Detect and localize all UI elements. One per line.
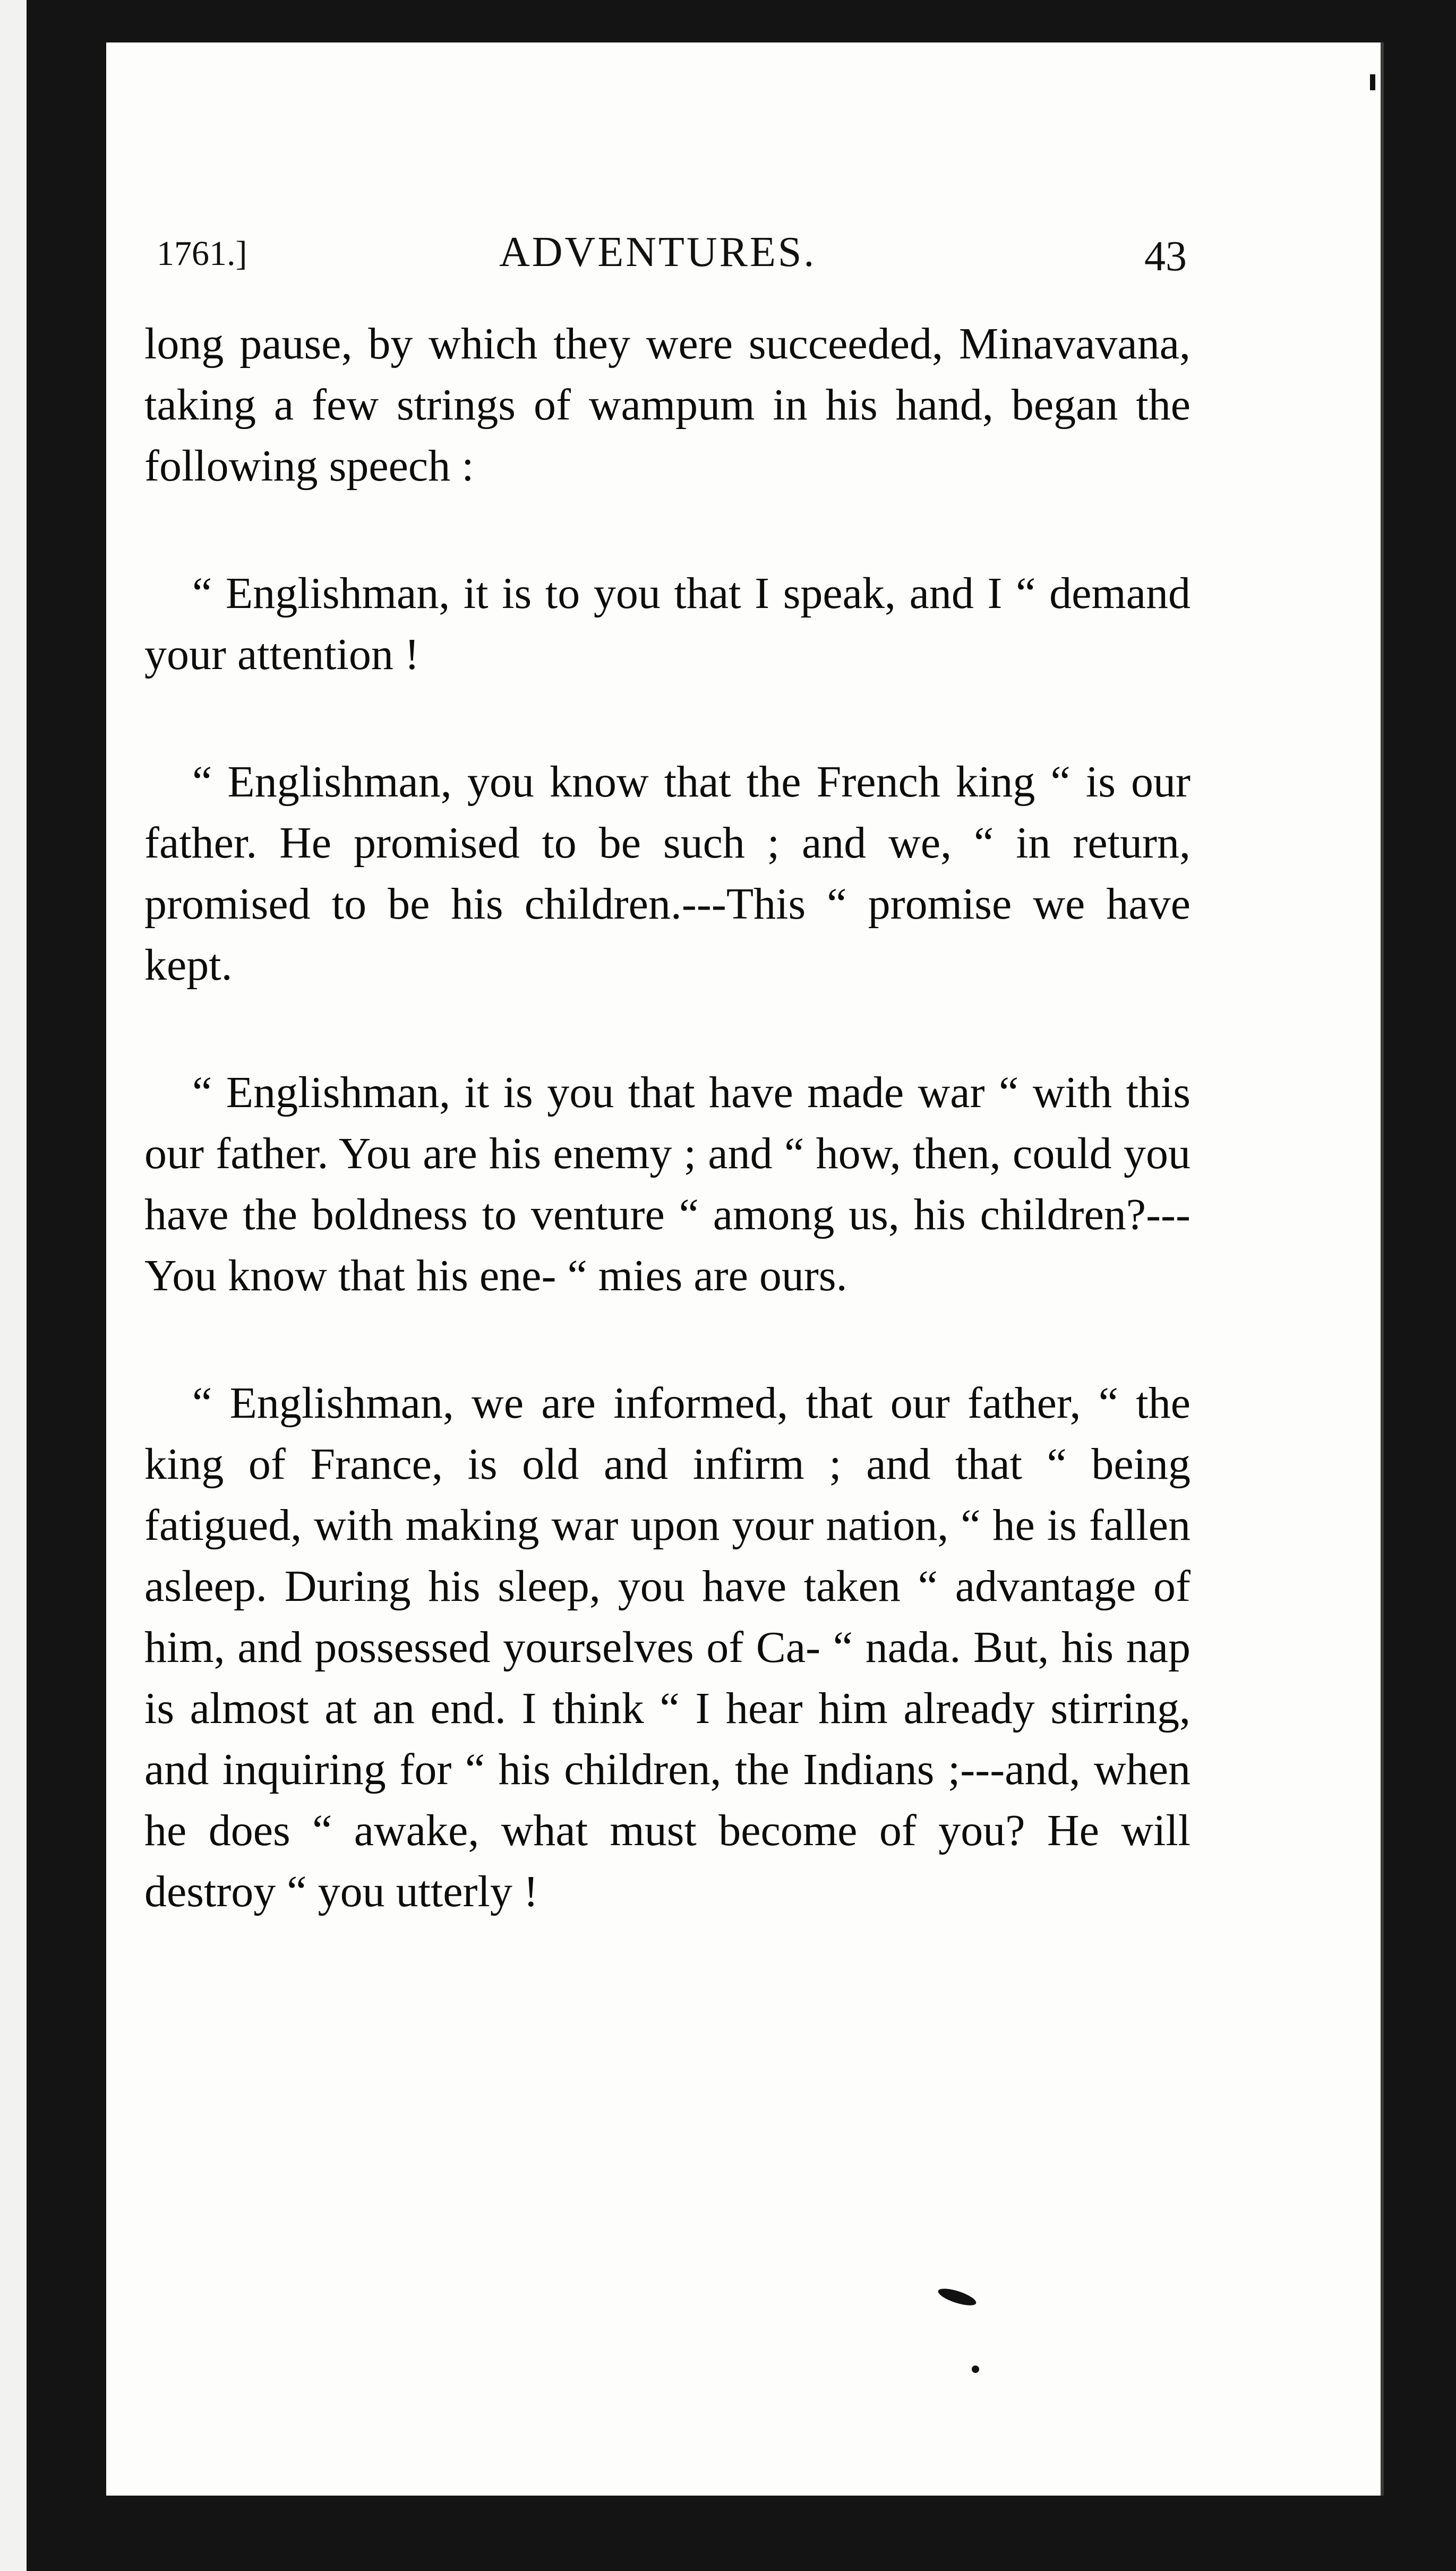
paragraph-speech-2: “ Englishman, you know that the French king “ is our father. He promised to be such ; and we, “ in return, promised to be his children.---This “ promise we have kept.	[144, 757, 1191, 990]
ink-speck	[1370, 74, 1375, 90]
paragraph-speech-1: “ Englishman, it is to you that I speak, and I “ demand your attention !	[144, 569, 1191, 679]
adjacent-page-edge	[0, 0, 27, 2571]
paragraph-speech-4: “ Englishman, we are informed, that our father, “ the king of France, is old and infirm ; and that “ being fatigued, with making war upon your nation, “ he is fallen asleep. During his sleep, you have taken “ advantage of him, and possessed yourselves of Ca- “ nada. But, his nap is almost at an end. I think “ I hear him already stirring, and inquiring for “ his children, the Indians ;---and, when he does “ awake, what must become of you? He will destroy “ you utterly !	[144, 1378, 1191, 1916]
running-head-year: 1761.]	[157, 234, 247, 273]
paragraph-speech-3: “ Englishman, it is you that have made war “ with this our father. You are his enemy ; and “ how, then, could you have the boldness to venture “ among us, his children?---You know that his ene- “ mies are ours.	[144, 1068, 1191, 1300]
page-number: 43	[1144, 233, 1187, 280]
page-edge-shadow	[1381, 42, 1384, 2496]
running-head	[157, 228, 1219, 292]
running-head-title: ADVENTURES.	[499, 229, 817, 276]
ink-speck	[972, 2366, 979, 2373]
body-text	[144, 313, 1191, 1922]
paragraph-intro: long pause, by which they were succeeded, Minavavana, taking a few strings of wampum in his hand, began the following speech :	[144, 319, 1191, 491]
